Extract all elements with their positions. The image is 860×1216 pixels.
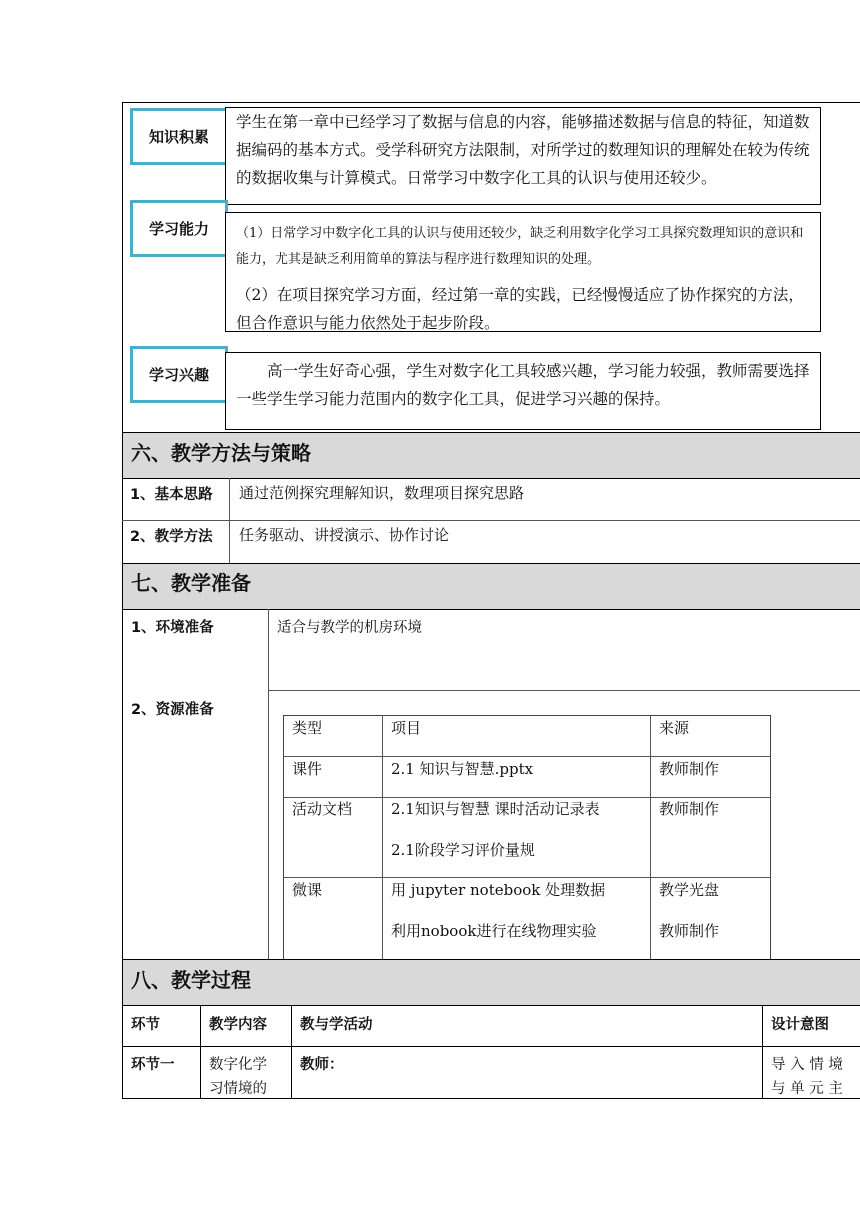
method-row-value: 任务驱动、讲授演示、协作讨论: [239, 526, 450, 544]
resource-source: 教师制作: [659, 922, 720, 940]
knowledge-label: 知识积累: [130, 108, 228, 165]
process-activity: 教师：: [300, 1057, 344, 1073]
method-row-value: 通过范例探究理解知识，数理项目探究思路: [239, 484, 525, 502]
section7-title: 七、教学准备: [131, 571, 251, 595]
process-header-content: 教学内容: [209, 1017, 267, 1033]
resource-item: 2.1知识与智慧 课时活动记录表: [391, 800, 600, 818]
resource-item: 2.1阶段学习评价量规: [391, 841, 535, 859]
ability-text-1: （1）日常学习中数字化工具的认识与使用还较少，缺乏利用数字化学习工具探究数理知识的意识和能力，尤其是缺乏利用简单的算法与程序进行数理知识的处理。: [236, 226, 804, 267]
interest-label: 学习兴趣: [130, 346, 228, 403]
res-label: 2、资源准备: [131, 702, 214, 718]
resource-header-type: 类型: [292, 719, 323, 737]
knowledge-text-box: [225, 107, 821, 205]
env-label: 1、环境准备: [131, 620, 214, 636]
knowledge-text: 学生在第一章中已经学习了数据与信息的内容，能够描述数据与信息的特征，知道数据编码的基本方式。受学科研究方法限制，对所学过的数理知识的理解处在较为传统的数据收集与计算模式。日常学习中数字化工具的认识与使用还较少。: [236, 113, 810, 187]
section6-title: 六、教学方法与策略: [131, 441, 311, 465]
ability-text-2: （2）在项目探究学习方面，经过第一章的实践，已经慢慢适应了协作探究的方法，但合作意识与能力依然处于起步阶段。: [236, 286, 804, 332]
ability-label: 学习能力: [130, 200, 228, 257]
resource-source: 教学光盘: [659, 881, 720, 899]
ability-text-box: [225, 212, 821, 332]
process-content: 数字化学: [209, 1057, 267, 1073]
process-intent: 与 单 元 主: [771, 1081, 843, 1097]
resource-item: 用 jupyter notebook 处理数据: [391, 881, 606, 899]
resource-item: 2.1 知识与智慧.pptx: [391, 760, 534, 778]
process-content: 习情境的: [209, 1081, 267, 1097]
interest-text: 高一学生好奇心强，学生对数字化工具较感兴趣，学习能力较强，教师需要选择一些学生学习能力范围内的数字化工具，促进学习兴趣的保持。: [236, 362, 810, 408]
table-top-border: [122, 102, 860, 103]
method-row-label: 1、基本思路: [130, 487, 213, 503]
process-header-activity: 教与学活动: [300, 1017, 373, 1033]
process-intent: 导 入 情 境: [771, 1057, 843, 1073]
section8-title: 八、教学过程: [131, 968, 251, 992]
resource-source: 教师制作: [659, 800, 720, 818]
resource-source: 教师制作: [659, 760, 720, 778]
method-row-label: 2、教学方法: [130, 529, 213, 545]
process-header-stage: 环节: [131, 1017, 160, 1033]
resource-item: 利用nobook进行在线物理实验: [391, 922, 597, 940]
process-stage: 环节一: [131, 1057, 175, 1073]
interest-text-box: [225, 352, 821, 430]
env-value: 适合与教学的机房环境: [277, 620, 422, 636]
resource-header-source: 来源: [659, 719, 690, 737]
resource-header-item: 项目: [391, 719, 422, 737]
resource-type: 微课: [292, 881, 323, 899]
resource-type: 课件: [292, 760, 323, 778]
resource-type: 活动文档: [292, 800, 353, 818]
process-header-intent: 设计意图: [771, 1017, 829, 1033]
